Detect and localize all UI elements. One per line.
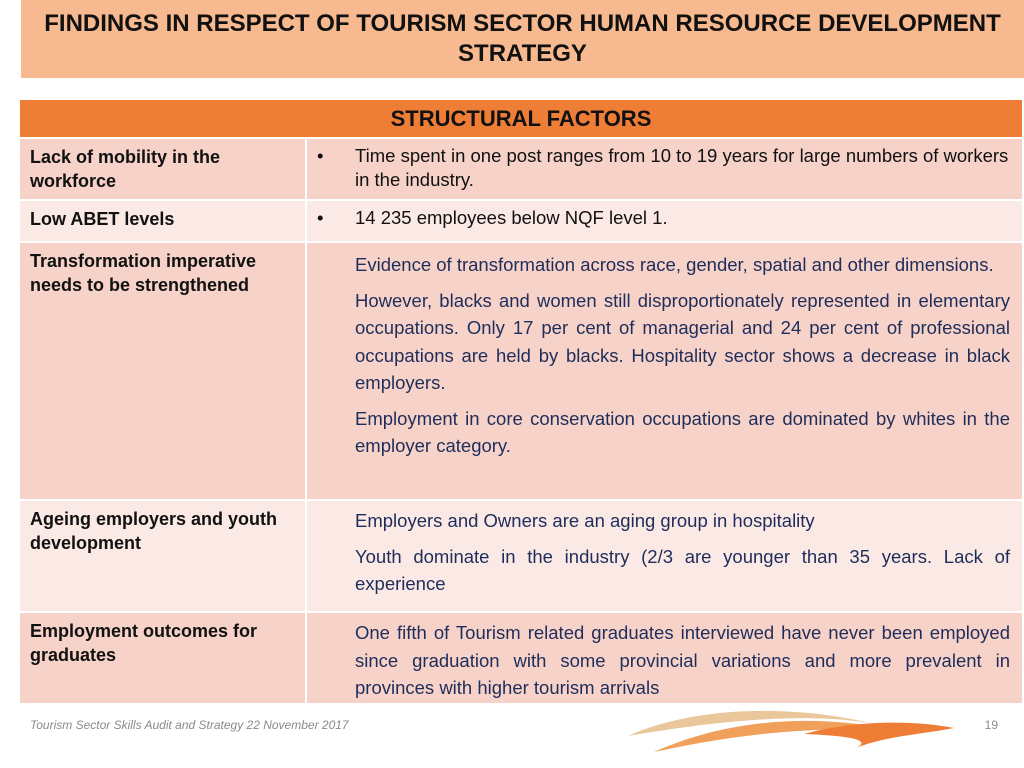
- row-content: [306, 138, 1022, 200]
- paragraph: Evidence of transformation across race, gender, spatial and other dimensions.: [355, 254, 994, 275]
- bullet-text: Time spent in one post ranges from 10 to 19 years for large numbers of workers in the industry.: [355, 145, 1009, 190]
- footer-text: Tourism Sector Skills Audit and Strategy 22 November 2017: [30, 718, 349, 732]
- paragraph: Youth dominate in the industry (2/3 are younger than 35 years. Lack of experience: [355, 545, 1010, 594]
- bullet-text: 14 235 employees below NQF level 1.: [355, 207, 668, 228]
- row-content: [306, 612, 1022, 704]
- table-header-row: [20, 100, 1022, 138]
- row-label: Lack of mobility in the workforce: [20, 138, 306, 200]
- table-row: [20, 612, 1022, 704]
- row-label: Ageing employers and youth development: [20, 500, 306, 612]
- row-content: [306, 242, 1022, 500]
- paragraph: Employers and Owners are an aging group in hospitality: [355, 510, 815, 531]
- slide-title: FINDINGS IN RESPECT OF TOURISM SECTOR HUMAN RESOURCE DEVELOPMENT STRATEGY: [44, 10, 1001, 67]
- table-header: STRUCTURAL FACTORS: [20, 100, 1022, 138]
- structural-factors-table: [20, 100, 1022, 705]
- table-row: [20, 242, 1022, 500]
- table-row: [20, 200, 1022, 242]
- row-content: [306, 200, 1022, 242]
- row-label: Employment outcomes for graduates: [20, 612, 306, 704]
- title-bar: [21, 0, 1024, 78]
- table-row: [20, 500, 1022, 612]
- row-content: [306, 500, 1022, 612]
- page-number: 19: [984, 718, 998, 732]
- bullet-item: [317, 201, 1010, 230]
- table-row: [20, 138, 1022, 200]
- paragraph: One fifth of Tourism related graduates interviewed have never been employed since graduation with some provincial variations and more prevalent in provinces with higher tourism arrivals: [355, 622, 1010, 698]
- bullet-icon: •: [317, 207, 324, 228]
- bullet-item: [317, 139, 1010, 192]
- paragraph: Employment in core conservation occupations are dominated by whites in the employer category.: [355, 407, 1010, 456]
- paragraph: However, blacks and women still disproportionately represented in elementary occupations. Only 17 per cent of managerial and 24 per cent of professional occupations are held by blacks. Hospitality sector shows a decrease in black employers.: [355, 289, 1010, 393]
- bullet-icon: •: [317, 145, 324, 166]
- row-label: Transformation imperative needs to be strengthened: [20, 242, 306, 500]
- swoosh-logo-icon: [624, 706, 964, 762]
- row-label: Low ABET levels: [20, 200, 306, 242]
